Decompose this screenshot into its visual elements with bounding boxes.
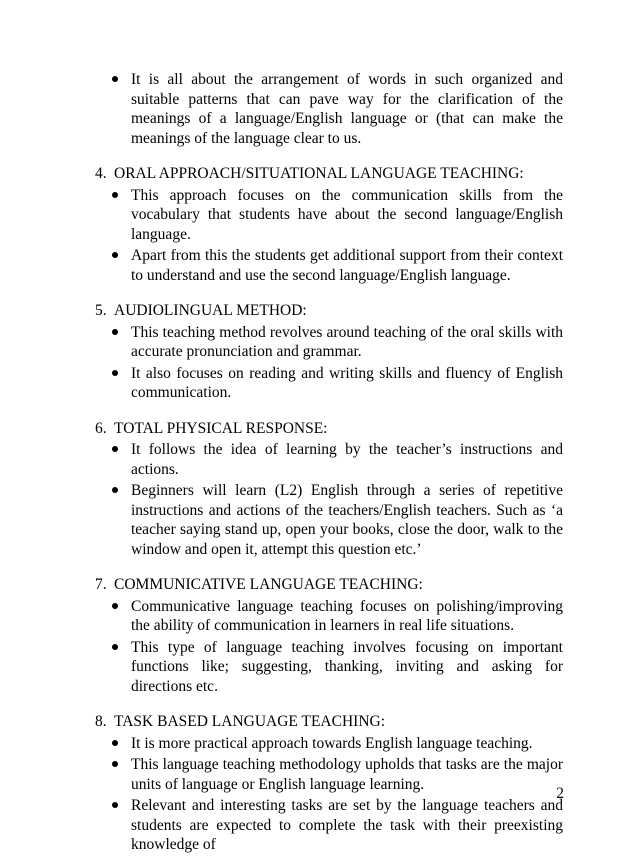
bullet-item bbox=[95, 597, 563, 636]
bullet-icon bbox=[112, 192, 118, 198]
intro-block bbox=[95, 70, 563, 148]
section-heading bbox=[95, 575, 563, 595]
document-body bbox=[95, 70, 563, 857]
bullet-icon bbox=[112, 487, 118, 493]
bullet-item bbox=[95, 796, 563, 855]
bullet-text: This teaching method revolves around teaching of the oral skills with accurate pronunciation and grammar. bbox=[131, 323, 563, 360]
section-bullet-list bbox=[95, 734, 563, 855]
section-heading bbox=[95, 419, 563, 439]
bullet-icon bbox=[112, 446, 118, 452]
bullet-text: It is all about the arrangement of words in such organized and suitable patterns that can pave way for the clarification of the meanings of a language/English language or (that can make the meanings of the language clear to us. bbox=[131, 71, 563, 147]
section-heading bbox=[95, 712, 563, 732]
section-6 bbox=[95, 419, 563, 560]
intro-bullet-list bbox=[95, 70, 563, 148]
section-heading bbox=[95, 164, 563, 184]
section-title: COMMUNICATIVE LANGUAGE TEACHING: bbox=[114, 576, 423, 593]
section-bullet-list bbox=[95, 186, 563, 286]
bullet-icon bbox=[112, 370, 118, 376]
bullet-icon bbox=[112, 76, 118, 82]
bullet-text: It is more practical approach towards English language teaching. bbox=[131, 734, 533, 752]
section-bullet-list bbox=[95, 597, 563, 697]
bullet-item bbox=[95, 755, 563, 794]
section-number: 5. bbox=[95, 302, 107, 319]
bullet-text: Apart from this the students get additional support from their context to understand and use the second language/English language. bbox=[131, 247, 563, 284]
section-number: 7. bbox=[95, 576, 107, 593]
bullet-icon bbox=[112, 644, 118, 650]
bullet-item bbox=[95, 364, 563, 403]
section-title: TASK BASED LANGUAGE TEACHING: bbox=[114, 713, 386, 730]
bullet-text: It also focuses on reading and writing skills and fluency of English communication. bbox=[131, 364, 563, 401]
bullet-item bbox=[95, 638, 563, 697]
bullet-item bbox=[95, 734, 563, 754]
section-8 bbox=[95, 712, 563, 855]
bullet-text: This approach focuses on the communication skills from the vocabulary that students have about the second language/English language. bbox=[131, 186, 563, 243]
bullet-icon bbox=[112, 761, 118, 767]
section-5 bbox=[95, 301, 563, 403]
bullet-item bbox=[95, 70, 563, 148]
section-title: ORAL APPROACH/SITUATIONAL LANGUAGE TEACHING: bbox=[114, 165, 524, 182]
bullet-item bbox=[95, 246, 563, 285]
bullet-text: Beginners will learn (L2) English through a series of repetitive instructions and actions of the teachers/English teachers. Such as ‘a teacher saying stand up, open your books, close the door, walk to the window and open it, attempt this question etc.’ bbox=[131, 482, 563, 558]
section-4 bbox=[95, 164, 563, 285]
section-title: TOTAL PHYSICAL RESPONSE: bbox=[114, 419, 328, 437]
bullet-icon bbox=[112, 802, 118, 808]
bullet-item bbox=[95, 186, 563, 245]
bullet-text: It follows the idea of learning by the teacher’s instructions and actions. bbox=[131, 441, 563, 478]
section-title: AUDIOLINGUAL METHOD: bbox=[114, 302, 307, 319]
section-number: 6. bbox=[95, 419, 107, 437]
section-number: 8. bbox=[95, 713, 107, 730]
bullet-text: This language teaching methodology upholds that tasks are the major units of language or English language learning. bbox=[131, 756, 563, 793]
bullet-item bbox=[95, 481, 563, 559]
section-bullet-list bbox=[95, 440, 563, 559]
bullet-icon bbox=[112, 252, 118, 258]
bullet-icon bbox=[112, 740, 118, 746]
bullet-icon bbox=[112, 329, 118, 335]
section-heading bbox=[95, 301, 563, 321]
section-bullet-list bbox=[95, 323, 563, 403]
section-7 bbox=[95, 575, 563, 696]
section-number: 4. bbox=[95, 165, 107, 182]
bullet-item bbox=[95, 323, 563, 362]
bullet-text: This type of language teaching involves focusing on important functions like; suggesting, thanking, inviting and asking for directions etc. bbox=[131, 638, 563, 695]
bullet-text: Communicative language teaching focuses on polishing/improving the ability of communication in learners in real life situations. bbox=[131, 597, 563, 634]
bullet-icon bbox=[112, 603, 118, 609]
page-number: 2 bbox=[556, 785, 564, 802]
bullet-item bbox=[95, 440, 563, 479]
bullet-text: Relevant and interesting tasks are set by the language teachers and students are expected to complete the task with their preexisting knowledge of bbox=[131, 797, 563, 853]
